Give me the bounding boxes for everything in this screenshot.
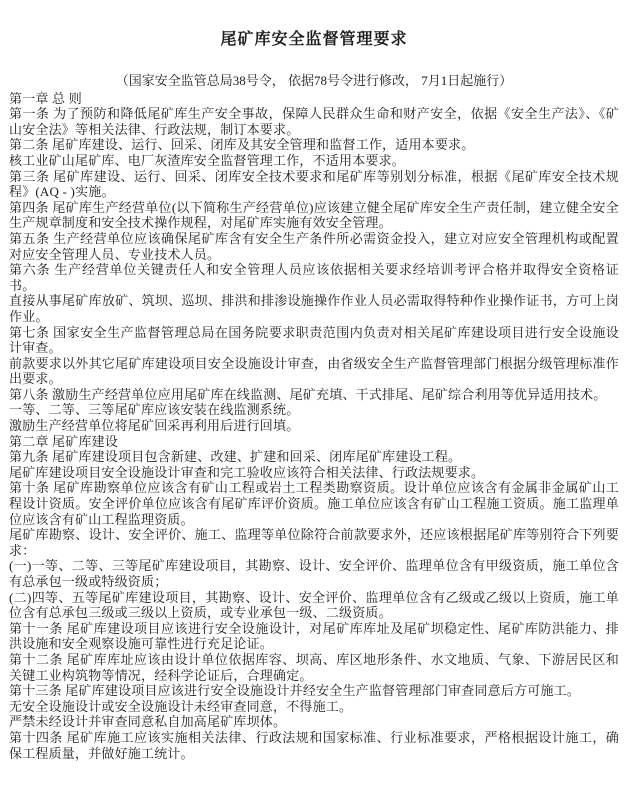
paragraph: 第三条 尾矿库建设、运行、回采、闭库安全技术要求和尾矿库等别划分标准，根据《尾矿库安全技术规程》(AQ - )实施。	[9, 168, 619, 200]
paragraph: 第六条 生产经营单位关键责任人和安全管理人员应该依据相关要求经培训考评合格并取得安全资格证书。	[9, 262, 619, 293]
document-body	[9, 91, 619, 762]
paragraph: 第十四条 尾矿库施工应该实施相关法律、行政法规和国家标准、行业标准要求，严格根据设计施工，确保工程质量，并做好施工统计。	[9, 729, 619, 761]
paragraph: 激励生产经营单位将尾矿回采再利用后进行回填。	[9, 418, 300, 434]
paragraph: 严禁未经设计并审查同意私自加高尾矿库坝体。	[9, 714, 287, 730]
document-title: 尾矿库安全监督管理要求	[220, 31, 408, 48]
paragraph: 尾矿库勘察、设计、安全评价、施工、监理等单位除符合前款要求外，还应该根据尾矿库等别符合下列要求：	[9, 527, 619, 558]
paragraph: 无安全设施设计或安全设施设计未经审查同意，不得施工。	[9, 698, 353, 714]
paragraph: 第二章 尾矿库建设	[9, 433, 119, 449]
paragraph: 前款要求以外其它尾矿库建设项目安全设施设计审查，由省级安全生产监督管理部门根据分级管理标准作出要求。	[9, 355, 619, 387]
paragraph: 第五条 生产经营单位应该确保尾矿库含有安全生产条件所必需资金投入，建立对应安全管理机构或配置对应安全管理人员、专业技术人员。	[9, 230, 619, 262]
paragraph: 第二条 尾矿库建设、运行、回采、闭库及其安全管理和监督工作，适用本要求。	[9, 137, 475, 153]
paragraph: 第一章 总 则	[9, 90, 82, 106]
paragraph: 第八条 激励生产经营单位应用尾矿库在线监测、尾矿充填、干式排尾、尾矿综合利用等优异适用技术。	[9, 386, 607, 402]
paragraph: 第十三条 尾矿库建设项目应该进行安全设施设计并经安全生产监督管理部门审查同意后方可施工。	[9, 683, 581, 699]
paragraph: 第九条 尾矿库建设项目包含新建、改建、扩建和回采、闭库尾矿库建设工程。	[9, 449, 462, 465]
paragraph: 第四条 尾矿库生产经营单位(以下简称生产经营单位)应该建立健全尾矿库安全生产责任制，建立健全安全生产规章制度和安全技术操作规程，对尾矿库实施有效安全管理。	[9, 199, 619, 231]
document-subtitle: （国家安全监管总局38号令， 依据78号令进行修改， 7月1日起施行）	[115, 73, 513, 88]
paragraph: 第十二条 尾矿库库址应该由设计单位依据库容、坝高、库区地形条件、水文地质、气象、下游居民区和关键工业构筑物等情况，经科学论证后，合理确定。	[9, 651, 619, 683]
paragraph: 核工业矿山尾矿库、电厂灰渣库安全监督管理工作，不适用本要求。	[9, 152, 406, 168]
paragraph: 第十条 尾矿库勘察单位应该含有矿山工程或岩土工程类勘察资质。设计单位应该含有金属非金属矿山工程设计资质。安全评价单位应该含有尾矿库评价资质。施工单位应该含有矿山工程施工资质。施工监理单位应该含有矿山工程监理资质。	[9, 480, 619, 527]
paragraph: 第七条 国家安全生产监督管理总局在国务院要求职责范围内负责对相关尾矿库建设项目进行安全设施设计审查。	[9, 324, 619, 356]
paragraph: 第一条 为了预防和降低尾矿库生产安全事故，保障人民群众生命和财产安全，依据《安全生产法》、《矿山安全法》等相关法律、行政法规，制订本要求。	[9, 106, 619, 137]
paragraph: (二)四等、五等尾矿库建设项目，其勘察、设计、安全评价、监理单位含有乙级或乙级以上资质，施工单位含有总承包三级或三级以上资质，或专业承包一级、二级资质。	[9, 589, 619, 621]
paragraph: 第十一条 尾矿库建设项目应该进行安全设施设计，对尾矿库库址及尾矿坝稳定性、尾矿库防洪能力、排洪设施和安全观察设施可靠性进行充足论证。	[9, 620, 619, 652]
paragraph: (一)一等、二等、三等尾矿库建设项目，其勘察、设计、安全评价、监理单位含有甲级资质，施工单位含有总承包一级或特级资质；	[9, 558, 619, 589]
paragraph: 尾矿库建设项目安全设施设计审查和完工验收应该符合相关法律、行政法规要求。	[9, 464, 485, 480]
paragraph: 直接从事尾矿库放矿、筑坝、巡坝、排洪和排渗设施操作作业人员必需取得特种作业操作证书，方可上岗作业。	[9, 293, 619, 324]
paragraph: 一等、二等、三等尾矿库应该安装在线监测系统。	[9, 402, 300, 418]
